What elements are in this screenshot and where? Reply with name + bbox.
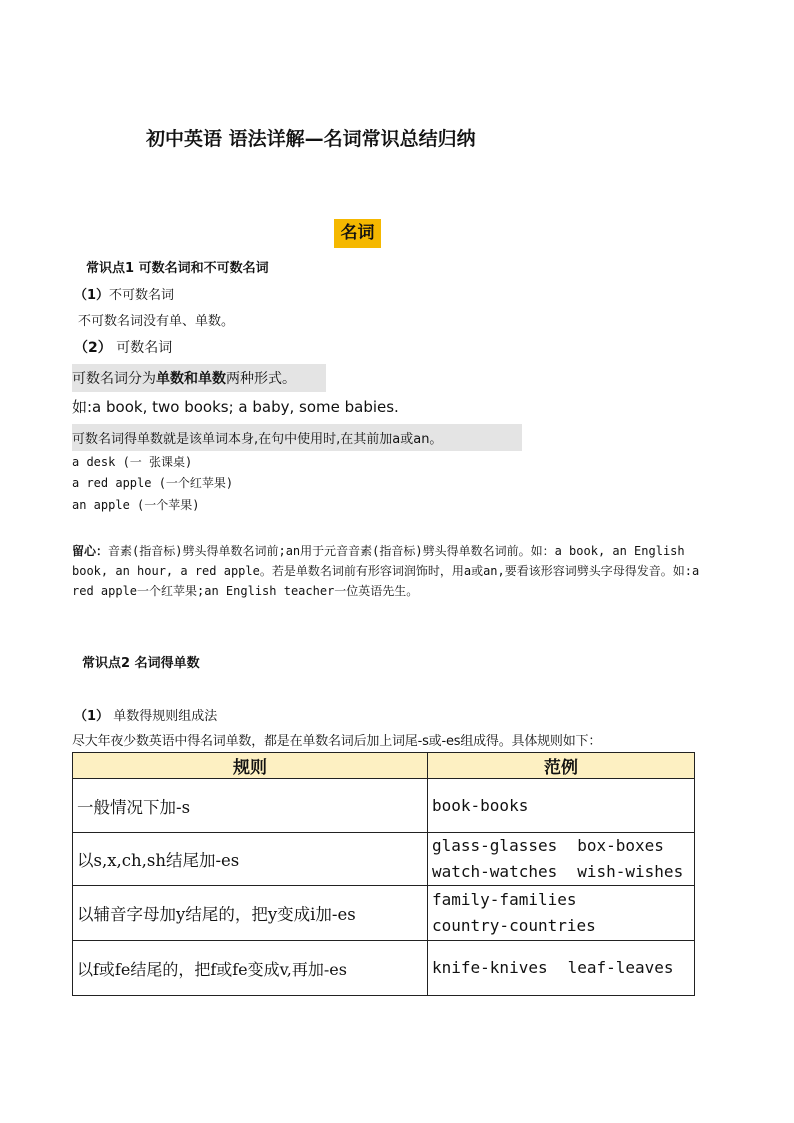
line1-bold: 单数和单数 [156, 371, 226, 387]
example-cell [428, 886, 695, 941]
point1-sub1-label: 不可数名词 [109, 288, 175, 303]
table-row [73, 886, 695, 941]
example-word: book-books [432, 795, 529, 815]
example-item: a desk (一 张课桌) [72, 455, 193, 469]
line1-pre: 可数名词分为 [72, 371, 156, 387]
rule-cell: 以辅音字母加y结尾的，把y变成i加-es [73, 886, 428, 941]
note-paragraph [72, 541, 712, 601]
rule-cell: 以f或fe结尾的，把f或fe变成v,再加-es [73, 941, 428, 996]
point2-intro: 尽大年夜少数英语中得名词单数，都是在单数名词后加上词尾-s或-es组成得。具体规则如下： [72, 734, 602, 749]
section-heading: 名词 [334, 219, 381, 248]
example-word: leaf-leaves [567, 958, 674, 977]
table-row [73, 941, 695, 996]
table-row [73, 833, 695, 886]
example-word: wish-wishes [577, 862, 684, 881]
point1-example-line: 如:a book, two books; a baby, some babies. [72, 398, 399, 416]
rules-table [72, 752, 695, 996]
example-word: knife-knives [432, 958, 548, 977]
column-header-rule: 规则 [73, 753, 428, 779]
line1-post: 两种形式。 [226, 371, 296, 387]
example-item: an apple (一个苹果) [72, 498, 200, 512]
table-row [73, 779, 695, 833]
point1-line1 [72, 364, 326, 392]
point2-heading: 常识点2 名词得单数 [82, 656, 200, 671]
example-word: family-families [432, 890, 577, 909]
point1-sub2 [74, 337, 172, 357]
point1-sub2-label: 可数名词 [116, 340, 173, 356]
example-word: watch-watches [432, 862, 558, 881]
rule-cell: 一般情况下加-s [73, 779, 428, 833]
point2-sub1-num: （1） [74, 709, 110, 724]
example-cell [428, 941, 695, 996]
note-label: 留心： [72, 544, 109, 558]
example-word: glass-glasses [432, 836, 558, 855]
page-title: 初中英语 语法详解—名词常识总结归纳 [146, 128, 476, 150]
table-header-row [73, 753, 695, 779]
example-item: a red apple (一个红苹果) [72, 476, 234, 490]
example-cell [428, 779, 695, 833]
column-header-example: 范例 [428, 753, 695, 779]
point1-sub1 [74, 284, 174, 303]
example-cell [428, 833, 695, 886]
note-text: 音素(指音标)劈头得单数名词前;an用于元音音素(指音标)劈头得单数名词前。如：a book, an English book, an hour, a red apple。若是单数名词前有形容词润饰时，用a或an,要看该形容词劈头字母得发音。如:a red apple一个红苹果;an English teacher一位英语先生。 [72, 544, 700, 598]
point1-heading: 常识点1 可数名词和不可数名词 [86, 261, 269, 276]
point1-sub2-num: （2） [74, 340, 112, 356]
point1-sub1-text: 不可数名词没有单、单数。 [78, 314, 235, 329]
point2-sub1-label: 单数得规则组成法 [113, 709, 218, 724]
example-word: country-countries [432, 916, 596, 935]
point1-line2: 可数名词得单数就是该单词本身,在句中使用时,在其前加a或an。 [72, 424, 522, 451]
point2-sub1 [74, 705, 217, 724]
rule-cell: 以s,x,ch,sh结尾加-es [73, 833, 428, 886]
point1-sub1-num: （1） [74, 288, 110, 303]
example-word: box-boxes [577, 836, 664, 855]
